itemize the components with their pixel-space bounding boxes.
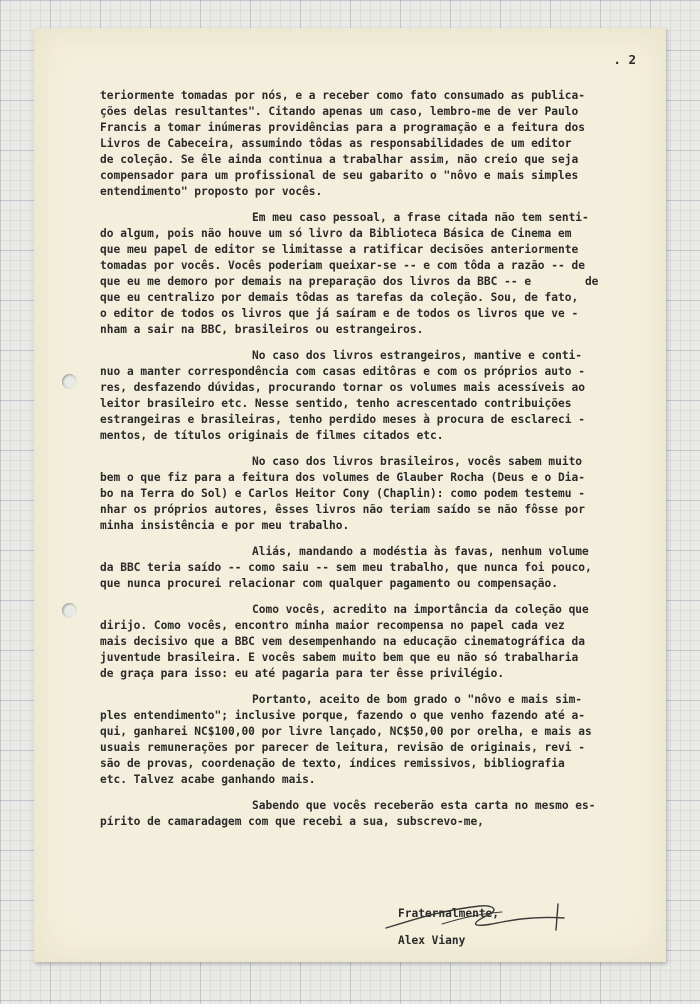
text-line: que eu centralizo por demais tôdas as tarefas da coleção. Sou, de fato, xyxy=(100,291,579,304)
paragraph-3 xyxy=(100,348,636,444)
paragraph-1 xyxy=(100,88,636,200)
text-line: nhar os próprios autores, êsses livros não teriam saído se não fôsse por xyxy=(100,503,585,516)
text-line: res, desfazendo dúvidas, procurando tornar os volumes mais acessíveis ao xyxy=(100,381,585,394)
text-line: nham a sair na BBC, brasileiros ou estrangeiros. xyxy=(100,323,424,336)
text-line: usuais remunerações por parecer de leitura, revisão de originais, revi - xyxy=(100,741,585,754)
text-line: que eu me demoro por demais na preparação dos livros da BBC -- e de xyxy=(100,275,599,288)
text-line: que nunca procurei relacionar com qualquer pagamento ou compensação. xyxy=(100,577,559,590)
signature-name: Alex Viany xyxy=(398,934,466,947)
text-line: juventude brasileira. E vocês sabem muito bem que eu não só trabalharia xyxy=(100,651,579,664)
text-line: pírito de camaradagem com que recebi a sua, subscrevo-me, xyxy=(100,815,484,828)
text-line: qui, ganharei NC$100,00 por livre lançado, NC$50,00 por orelha, e mais as xyxy=(100,725,592,738)
text-line: No caso dos livros estrangeiros, mantive e conti- xyxy=(252,349,583,362)
text-line: do algum, pois não houve um só livro da Biblioteca Básica de Cinema em xyxy=(100,227,572,240)
text-line: mentos, de títulos originais de filmes citados etc. xyxy=(100,429,444,442)
text-line: tomadas por vocês. Vocês poderiam queixar-se -- e com tôda a razão -- de xyxy=(100,259,585,272)
text-line: nuo a manter correspondência com casas editôras e com os próprios auto - xyxy=(100,365,585,378)
text-line: Francis a tomar inúmeras providências para a programação e a feitura dos xyxy=(100,121,585,134)
letter-page xyxy=(34,28,666,962)
text-line: etc. Talvez acabe ganhando mais. xyxy=(100,773,316,786)
text-line: entendimento" proposto por vocês. xyxy=(100,185,323,198)
text-line: No caso dos livros brasileiros, vocês sabem muito xyxy=(252,455,583,468)
punch-hole xyxy=(62,603,77,618)
text-line: dirijo. Como vocês, encontro minha maior recompensa no papel cada vez xyxy=(100,619,565,632)
text-line: bem o que fiz para a feitura dos volumes de Glauber Rocha (Deus e o Dia- xyxy=(100,471,585,484)
handwritten-signature xyxy=(382,898,582,934)
text-line: compensador para um profissional de seu gabarito o "nôvo e mais simples xyxy=(100,169,579,182)
text-line: Sabendo que vocês receberão esta carta no mesmo es- xyxy=(252,799,596,812)
closing-salutation: Fraternalmente, xyxy=(398,907,500,920)
text-line: Em meu caso pessoal, a frase citada não tem senti- xyxy=(252,211,589,224)
text-line: de graça para isso: eu até pagaria para ter êsse privilégio. xyxy=(100,667,505,680)
text-line: leitor brasileiro etc. Nesse sentido, tenho acrescentado contribuições xyxy=(100,397,572,410)
text-line: são de provas, coordenação de texto, índices remissivos, bibliografia xyxy=(100,757,565,770)
text-line: mais decisivo que a BBC vem desempenhando na educação cinematográfica da xyxy=(100,635,585,648)
text-line: bo na Terra do Sol) e Carlos Heitor Cony (Chaplin): como podem testemu - xyxy=(100,487,585,500)
text-line: Portanto, aceito de bom grado o "nôvo e mais sim- xyxy=(252,693,583,706)
text-line: ções delas resultantes". Citando apenas um caso, lembro-me de ver Paulo xyxy=(100,105,579,118)
paragraph-2 xyxy=(100,210,636,338)
text-line: o editor de todos os livros que já saíram e de todos os livros que ve - xyxy=(100,307,579,320)
punch-hole xyxy=(62,374,77,389)
paragraph-5 xyxy=(100,544,636,592)
text-line: ples entendimento"; inclusive porque, fazendo o que venho fazendo até a- xyxy=(100,709,585,722)
paragraph-4 xyxy=(100,454,636,534)
page-number: . 2 xyxy=(613,52,636,67)
text-line: que meu papel de editor se limitasse a ratificar decisões anteriormente xyxy=(100,243,579,256)
text-line: de coleção. Se êle ainda continua a trabalhar assim, não creio que seja xyxy=(100,153,579,166)
paragraph-8 xyxy=(100,798,636,830)
paragraph-6 xyxy=(100,602,636,682)
text-line: da BBC teria saído -- como saiu -- sem meu trabalho, que nunca foi pouco, xyxy=(100,561,592,574)
text-line: Aliás, mandando a modéstia às favas, nenhum volume xyxy=(252,545,589,558)
text-line: Como vocês, acredito na importância da coleção que xyxy=(252,603,589,616)
text-line: teriormente tomadas por nós, e a receber como fato consumado as publica- xyxy=(100,89,585,102)
paragraph-7 xyxy=(100,692,636,788)
text-line: minha insistência e por meu trabalho. xyxy=(100,519,350,532)
letter-body xyxy=(100,88,636,840)
text-line: estrangeiras e brasileiras, tenho perdido meses à procura de esclareci - xyxy=(100,413,585,426)
text-line: Livros de Cabeceira, assumindo tôdas as responsabilidades de um editor xyxy=(100,137,572,150)
